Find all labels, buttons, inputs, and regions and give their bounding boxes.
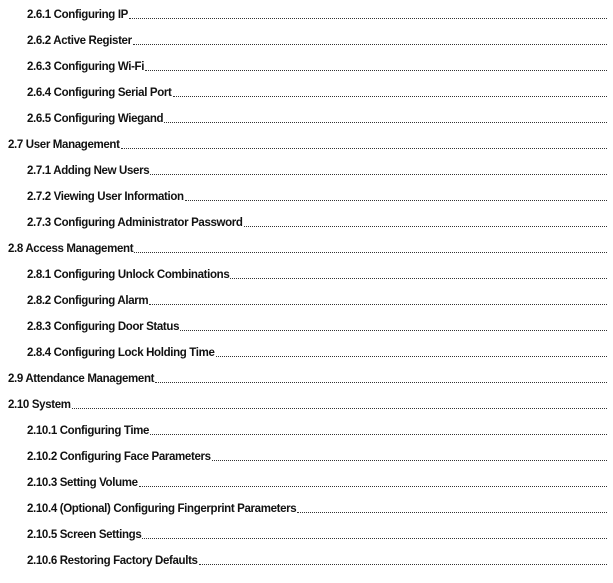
dot-leader <box>164 122 607 123</box>
toc-entry-2-6-1[interactable] <box>27 4 607 22</box>
toc-entry-2-7-1[interactable] <box>27 160 607 178</box>
toc-entry-2-10-1[interactable] <box>27 420 607 438</box>
dot-leader <box>150 174 607 175</box>
dot-leader <box>139 486 607 487</box>
toc-entry-title: 2.7.2 Viewing User Information <box>27 191 184 203</box>
toc-entry-title: 2.10.2 Configuring Face Parameters <box>27 451 211 463</box>
dot-leader <box>155 382 607 383</box>
toc-entry-title: 2.10 System <box>8 399 71 411</box>
dot-leader <box>72 408 607 409</box>
toc-entry-title: 2.10.4 (Optional) Configuring Fingerprint Parameters <box>27 503 297 515</box>
dot-leader <box>199 564 607 565</box>
toc-entry-title: 2.8.3 Configuring Door Status <box>27 321 180 333</box>
toc-entry-2-10[interactable] <box>8 394 607 412</box>
toc-entry-title: 2.6.2 Active Register <box>27 35 132 47</box>
toc-entry-2-8-1[interactable] <box>27 264 607 282</box>
toc-entry-2-10-4[interactable] <box>27 498 607 516</box>
toc-entry-title: 2.8.4 Configuring Lock Holding Time <box>27 347 215 359</box>
toc-entry-2-10-5[interactable] <box>27 524 607 542</box>
dot-leader <box>129 18 607 19</box>
dot-leader <box>134 252 607 253</box>
toc-entry-2-10-3[interactable] <box>27 472 607 490</box>
toc-entry-2-6-4[interactable] <box>27 82 607 100</box>
toc-entry-2-9[interactable] <box>8 368 607 386</box>
toc-entry-title: 2.6.5 Configuring Wiegand <box>27 113 164 125</box>
toc-entry-2-8-2[interactable] <box>27 290 607 308</box>
dot-leader <box>149 304 607 305</box>
toc-entry-2-6-5[interactable] <box>27 108 607 126</box>
toc-entry-title: 2.7.3 Configuring Administrator Password <box>27 217 243 229</box>
toc-entry-title: 2.10.3 Setting Volume <box>27 477 138 489</box>
toc-entry-title: 2.6.1 Configuring IP <box>27 9 128 21</box>
toc-entry-title: 2.7.1 Adding New Users <box>27 165 150 177</box>
toc-entry-title: 2.8.2 Configuring Alarm <box>27 295 149 307</box>
toc-entry-2-6-3[interactable] <box>27 56 607 74</box>
toc-entry-title: 2.8 Access Management <box>8 243 134 255</box>
dot-leader <box>216 356 607 357</box>
dot-leader <box>180 330 607 331</box>
toc-entry-title: 2.10.6 Restoring Factory Defaults <box>27 555 198 567</box>
dot-leader <box>212 460 607 461</box>
toc-entry-2-8-4[interactable] <box>27 342 607 360</box>
dot-leader <box>185 200 607 201</box>
dot-leader <box>150 434 607 435</box>
dot-leader <box>142 538 607 539</box>
toc-entry-title: 2.6.4 Configuring Serial Port <box>27 87 172 99</box>
dot-leader <box>133 44 607 45</box>
dot-leader <box>244 226 607 227</box>
dot-leader <box>230 278 607 279</box>
toc-entry-2-6-2[interactable] <box>27 30 607 48</box>
toc-entry-2-7[interactable] <box>8 134 607 152</box>
toc-entry-title: 2.9 Attendance Management <box>8 373 155 385</box>
toc-entry-2-7-2[interactable] <box>27 186 607 204</box>
toc-entry-2-10-6[interactable] <box>27 550 607 568</box>
dot-leader <box>121 148 607 149</box>
toc-entry-2-7-3[interactable] <box>27 212 607 230</box>
dot-leader <box>173 96 608 97</box>
dot-leader <box>297 512 607 513</box>
toc-entry-2-8-3[interactable] <box>27 316 607 334</box>
dot-leader <box>145 70 607 71</box>
toc-entry-title: 2.6.3 Configuring Wi-Fi <box>27 61 145 73</box>
toc-entry-title: 2.10.1 Configuring Time <box>27 425 150 437</box>
toc-entry-2-8[interactable] <box>8 238 607 256</box>
toc-entry-2-10-2[interactable] <box>27 446 607 464</box>
toc-entry-title: 2.8.1 Configuring Unlock Combinations <box>27 269 230 281</box>
toc-entry-title: 2.10.5 Screen Settings <box>27 529 142 541</box>
toc-entry-title: 2.7 User Management <box>8 139 120 151</box>
